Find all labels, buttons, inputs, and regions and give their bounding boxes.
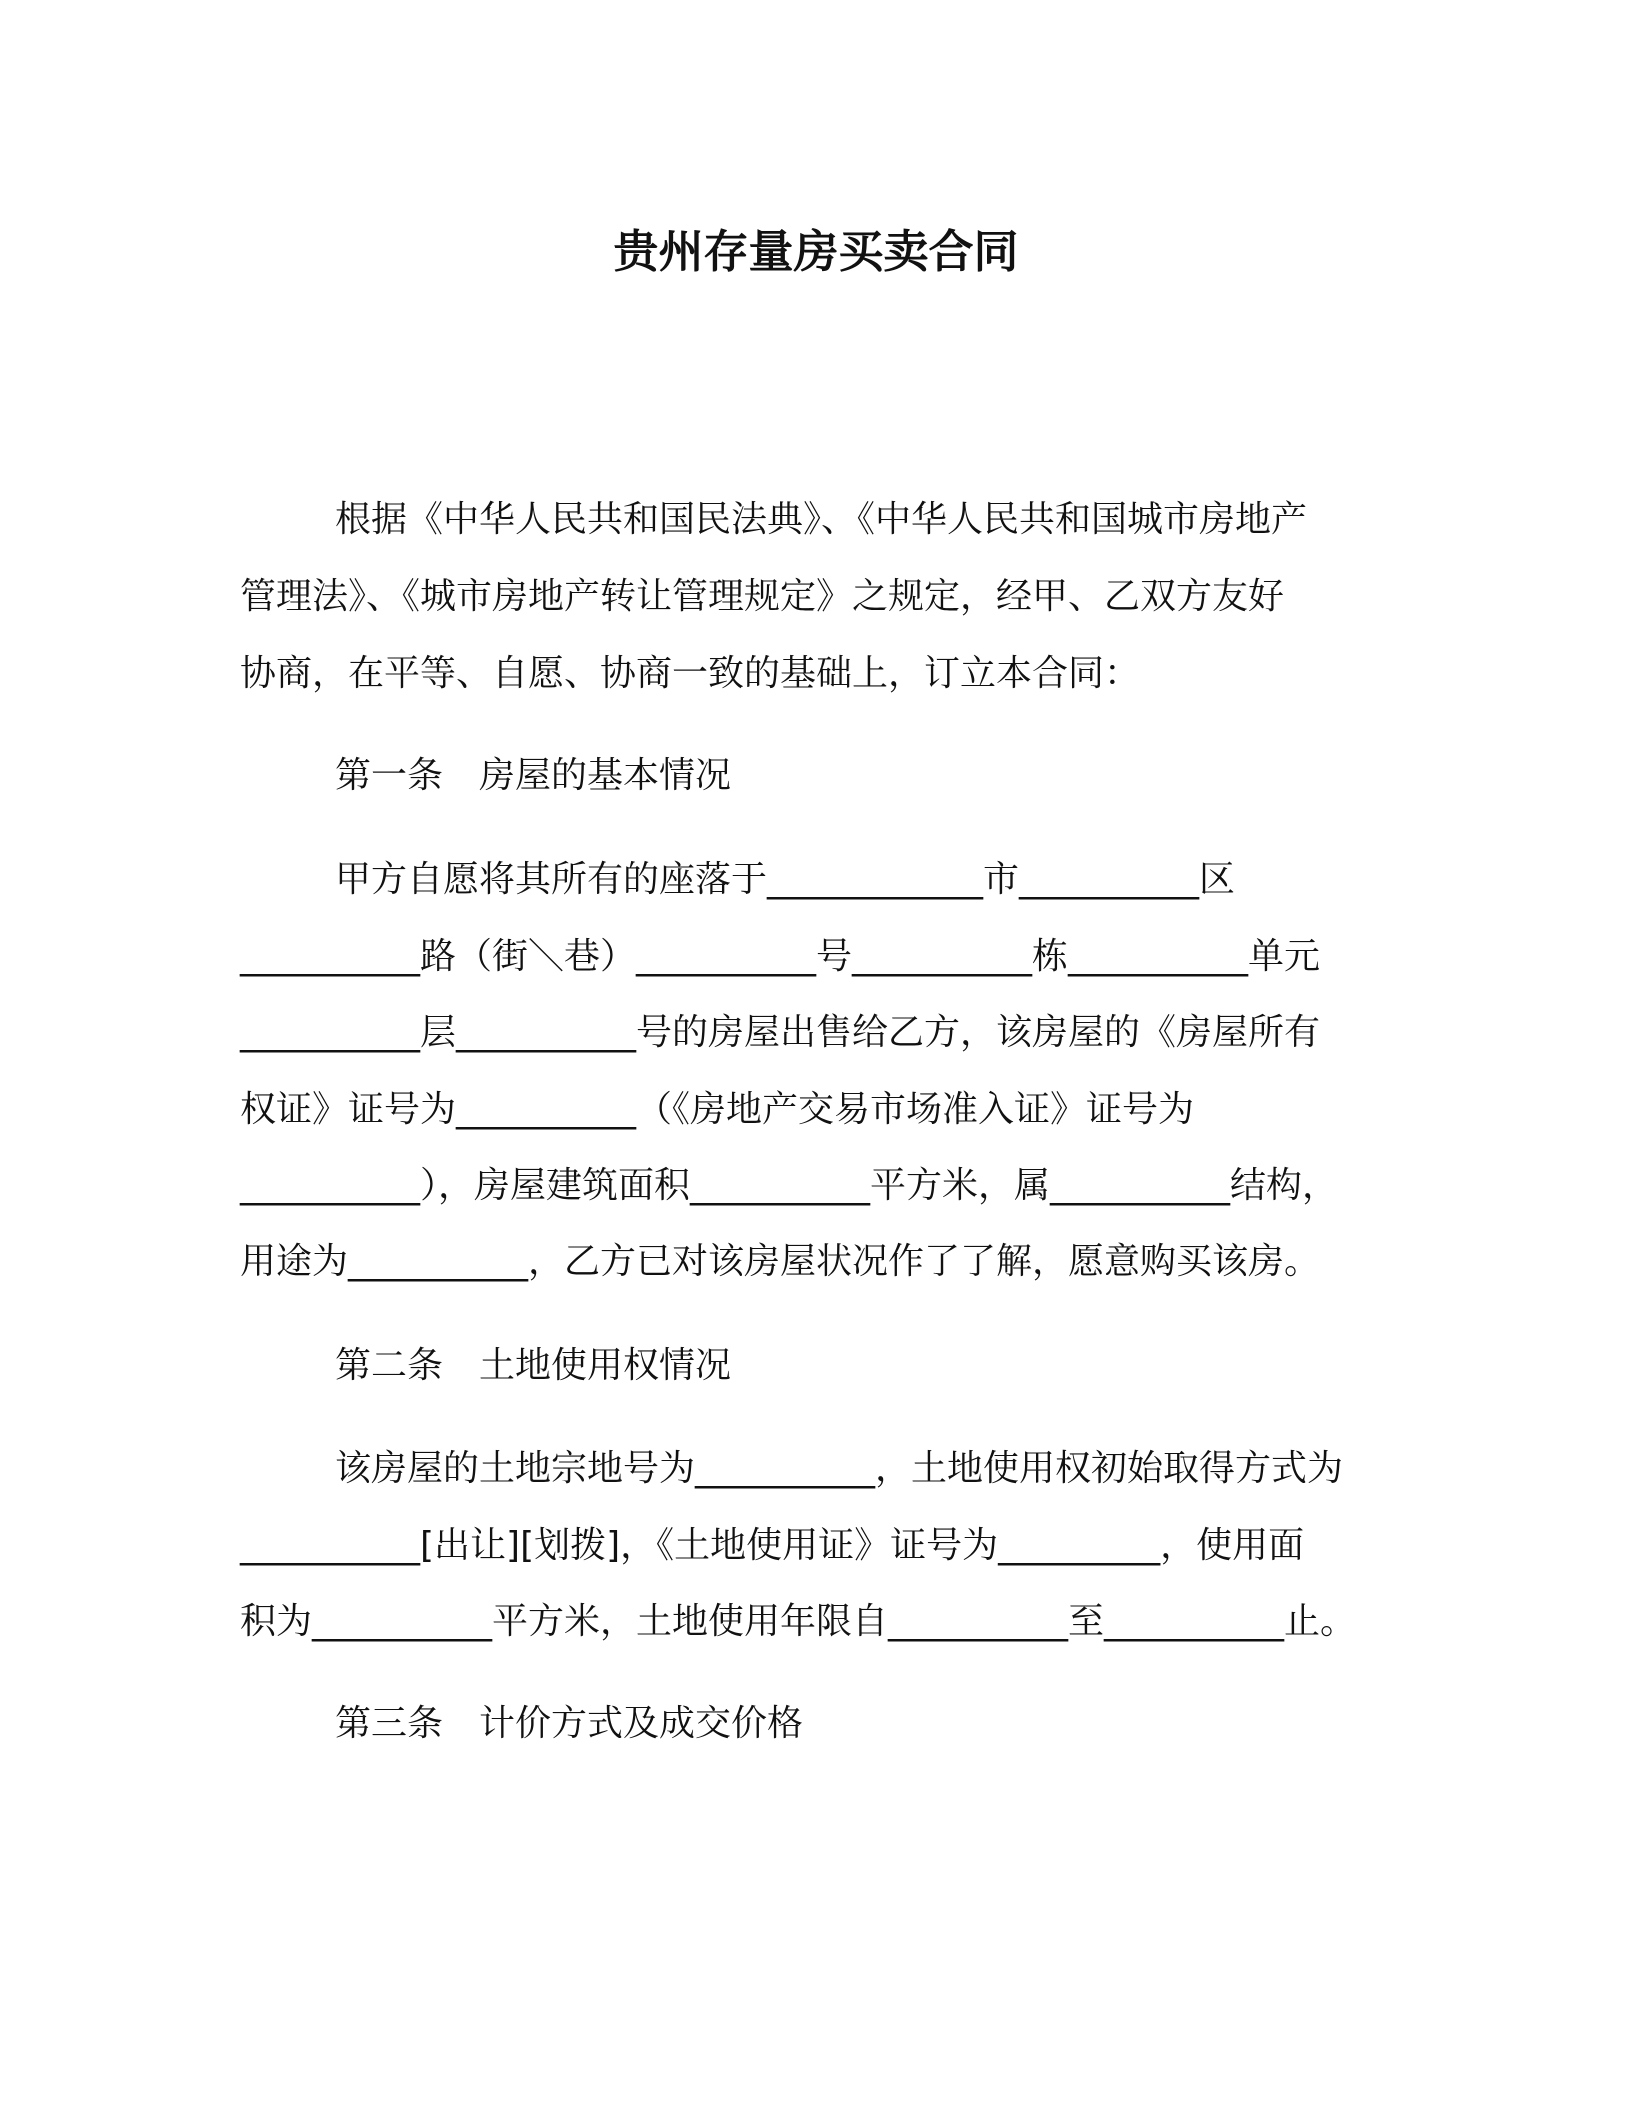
article-2-heading: 第二条 土地使用权情况 bbox=[335, 1345, 732, 1386]
article-1-line-4: 权证》证号为__________（《房地产交易市场准入证》证号为 bbox=[240, 1089, 1195, 1130]
preamble-line-2: 管理法》、《城市房地产转让管理规定》之规定，经甲、乙双方友好 bbox=[240, 576, 1285, 617]
article-1-line-2: __________路（街＼巷）__________号__________栋__________单元 bbox=[240, 936, 1321, 977]
article-2-line-3: 积为__________平方米，土地使用年限自__________至__________止。 bbox=[240, 1601, 1357, 1642]
article-1-line-5: __________），房屋建筑面积__________平方米，属__________结构， bbox=[240, 1165, 1339, 1206]
document-title: 贵州存量房买卖合同 bbox=[613, 225, 1019, 278]
article-3-heading: 第三条 计价方式及成交价格 bbox=[335, 1703, 804, 1744]
preamble-line-3: 协商，在平等、自愿、协商一致的基础上，订立本合同： bbox=[240, 653, 1141, 694]
article-1-line-6: 用途为__________，乙方已对该房屋状况作了了解，愿意购买该房。 bbox=[240, 1241, 1321, 1282]
article-2-line-1: 该房屋的土地宗地号为__________，土地使用权初始取得方式为 bbox=[335, 1448, 1344, 1489]
preamble-line-1: 根据《中华人民共和国民法典》、《中华人民共和国城市房地产 bbox=[335, 499, 1308, 540]
article-1-line-3: __________层__________号的房屋出售给乙方，该房屋的《房屋所有 bbox=[240, 1012, 1321, 1053]
article-1-line-1: 甲方自愿将其所有的座落于____________市__________区 bbox=[335, 859, 1236, 900]
article-2-line-2: __________[出让][划拨]，《土地使用证》证号为_________，使用面 bbox=[240, 1525, 1305, 1566]
article-1-heading: 第一条 房屋的基本情况 bbox=[335, 755, 732, 796]
